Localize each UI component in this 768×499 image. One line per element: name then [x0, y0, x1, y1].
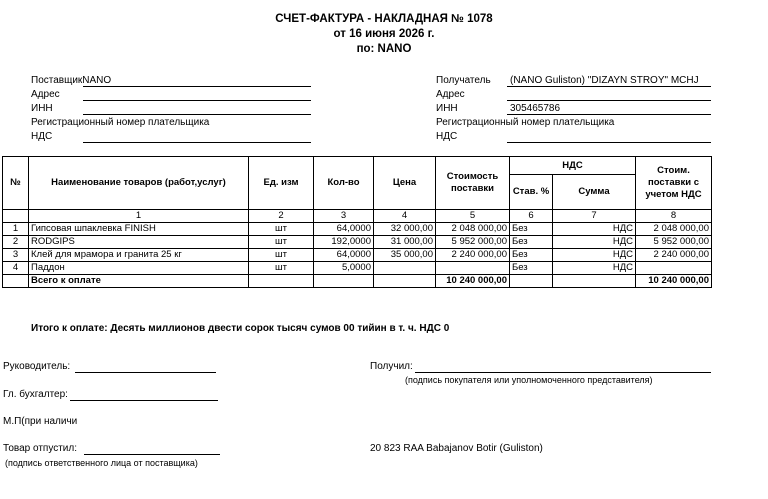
row-vat-sum: НДС: [553, 249, 636, 262]
row-price: 35 000,00: [374, 249, 436, 262]
colnum-2: 2: [249, 210, 314, 223]
recipient-label: Получатель: [436, 75, 491, 86]
colnum-7: 7: [553, 210, 636, 223]
director-signature-line: [75, 372, 216, 373]
row-cost: 5 952 000,00: [436, 236, 510, 249]
supplier-inn-label: ИНН: [31, 103, 53, 114]
row-vat-sum: НДС: [553, 236, 636, 249]
colnum-4: 4: [374, 210, 436, 223]
stamp-label: М.П(при наличи: [3, 416, 78, 427]
row-price: 31 000,00: [374, 236, 436, 249]
colnum-5: 5: [436, 210, 510, 223]
items-table: [2, 156, 712, 288]
table-row: [3, 249, 712, 262]
row-name: RODGIPS: [29, 236, 249, 249]
header-qty: Кол-во: [314, 157, 374, 210]
total-label: Всего к оплате: [29, 275, 249, 288]
row-name: Гипсовая шпаклевка FINISH: [29, 223, 249, 236]
summary-text: Итого к оплате: Десять миллионов двести сорок тысяч сумов 00 тийин в т. ч. НДС 0: [31, 323, 450, 334]
header-no: №: [3, 157, 29, 210]
accountant-label: Гл. бухгалтер:: [3, 389, 68, 400]
recipient-vat-label: НДС: [436, 131, 458, 142]
table-row: [3, 223, 712, 236]
recipient-name: (NANO Guliston) "DIZAYN STROY" MCHJ: [510, 75, 699, 86]
invoice-basis: по: NANO: [356, 43, 412, 55]
recipient-inn: 305465786: [510, 103, 561, 114]
row-unit: шт: [249, 223, 314, 236]
recipient-reg-label: Регистрационный номер плательщика: [436, 117, 615, 128]
header-unit: Ед. изм: [249, 157, 314, 210]
header-cost: Стоимость поставки: [436, 157, 510, 210]
row-no: 4: [3, 262, 29, 275]
header-vat: НДС: [510, 157, 636, 175]
colnum-1: 1: [29, 210, 249, 223]
row-qty: 5,0000: [314, 262, 374, 275]
director-label: Руководитель:: [3, 361, 71, 372]
row-cost: 2 240 000,00: [436, 249, 510, 262]
colnum-3: 3: [314, 210, 374, 223]
row-no: 1: [3, 223, 29, 236]
row-name: Клей для мрамора и гранита 25 кг: [29, 249, 249, 262]
row-vat-rate: Без: [510, 249, 553, 262]
row-vat-sum: НДС: [553, 223, 636, 236]
released-label: Товар отпустил:: [3, 443, 77, 454]
row-qty: 64,0000: [314, 223, 374, 236]
received-name: 20 823 RAA Babajanov Botir (Guliston): [370, 443, 543, 454]
invoice-date: от 16 июня 2026 г.: [333, 28, 435, 40]
row-vat-rate: Без: [510, 223, 553, 236]
row-qty: 192,0000: [314, 236, 374, 249]
received-note: (подпись покупателя или уполномоченного представителя): [405, 375, 653, 385]
row-total: [636, 262, 712, 275]
received-signature-line: [415, 372, 711, 373]
released-signature-line: [84, 454, 220, 455]
supplier-label: Поставщик: [31, 75, 83, 86]
row-unit: шт: [249, 262, 314, 275]
supplier-address-label: Адрес: [31, 89, 60, 100]
table-row: [3, 262, 712, 275]
column-numbers-row: [3, 210, 712, 223]
row-total: 5 952 000,00: [636, 236, 712, 249]
header-vat-sum: Сумма: [553, 175, 636, 210]
colnum-6: 6: [510, 210, 553, 223]
supplier-name: NANO: [82, 75, 112, 86]
row-price: 32 000,00: [374, 223, 436, 236]
row-unit: шт: [249, 236, 314, 249]
recipient-inn-label: ИНН: [436, 103, 458, 114]
table-row: [3, 236, 712, 249]
row-unit: шт: [249, 249, 314, 262]
row-cost: [436, 262, 510, 275]
recipient-address-label: Адрес: [436, 89, 465, 100]
total-row: [3, 275, 712, 288]
row-vat-rate: Без: [510, 236, 553, 249]
row-cost: 2 048 000,00: [436, 223, 510, 236]
row-no: 2: [3, 236, 29, 249]
supplier-vat-label: НДС: [31, 131, 53, 142]
row-no: 3: [3, 249, 29, 262]
row-vat-sum: НДС: [553, 262, 636, 275]
row-qty: 64,0000: [314, 249, 374, 262]
supplier-reg-label: Регистрационный номер плательщика: [31, 117, 210, 128]
total-with-vat: 10 240 000,00: [636, 275, 712, 288]
row-vat-rate: Без: [510, 262, 553, 275]
header-total: Стоим. поставки с учетом НДС: [636, 157, 712, 210]
total-cost: 10 240 000,00: [436, 275, 510, 288]
row-name: Паддон: [29, 262, 249, 275]
row-price: [374, 262, 436, 275]
header-price: Цена: [374, 157, 436, 210]
accountant-signature-line: [70, 400, 218, 401]
row-total: 2 240 000,00: [636, 249, 712, 262]
invoice-title: СЧЕТ-ФАКТУРА - НАКЛАДНАЯ № 1078: [275, 13, 493, 25]
received-label: Получил:: [370, 361, 413, 372]
row-total: 2 048 000,00: [636, 223, 712, 236]
released-note: (подпись ответственного лица от поставщика): [5, 458, 198, 468]
header-vat-rate: Став. %: [510, 175, 553, 210]
header-name: Наименование товаров (работ,услуг): [29, 157, 249, 210]
colnum-8: 8: [636, 210, 712, 223]
